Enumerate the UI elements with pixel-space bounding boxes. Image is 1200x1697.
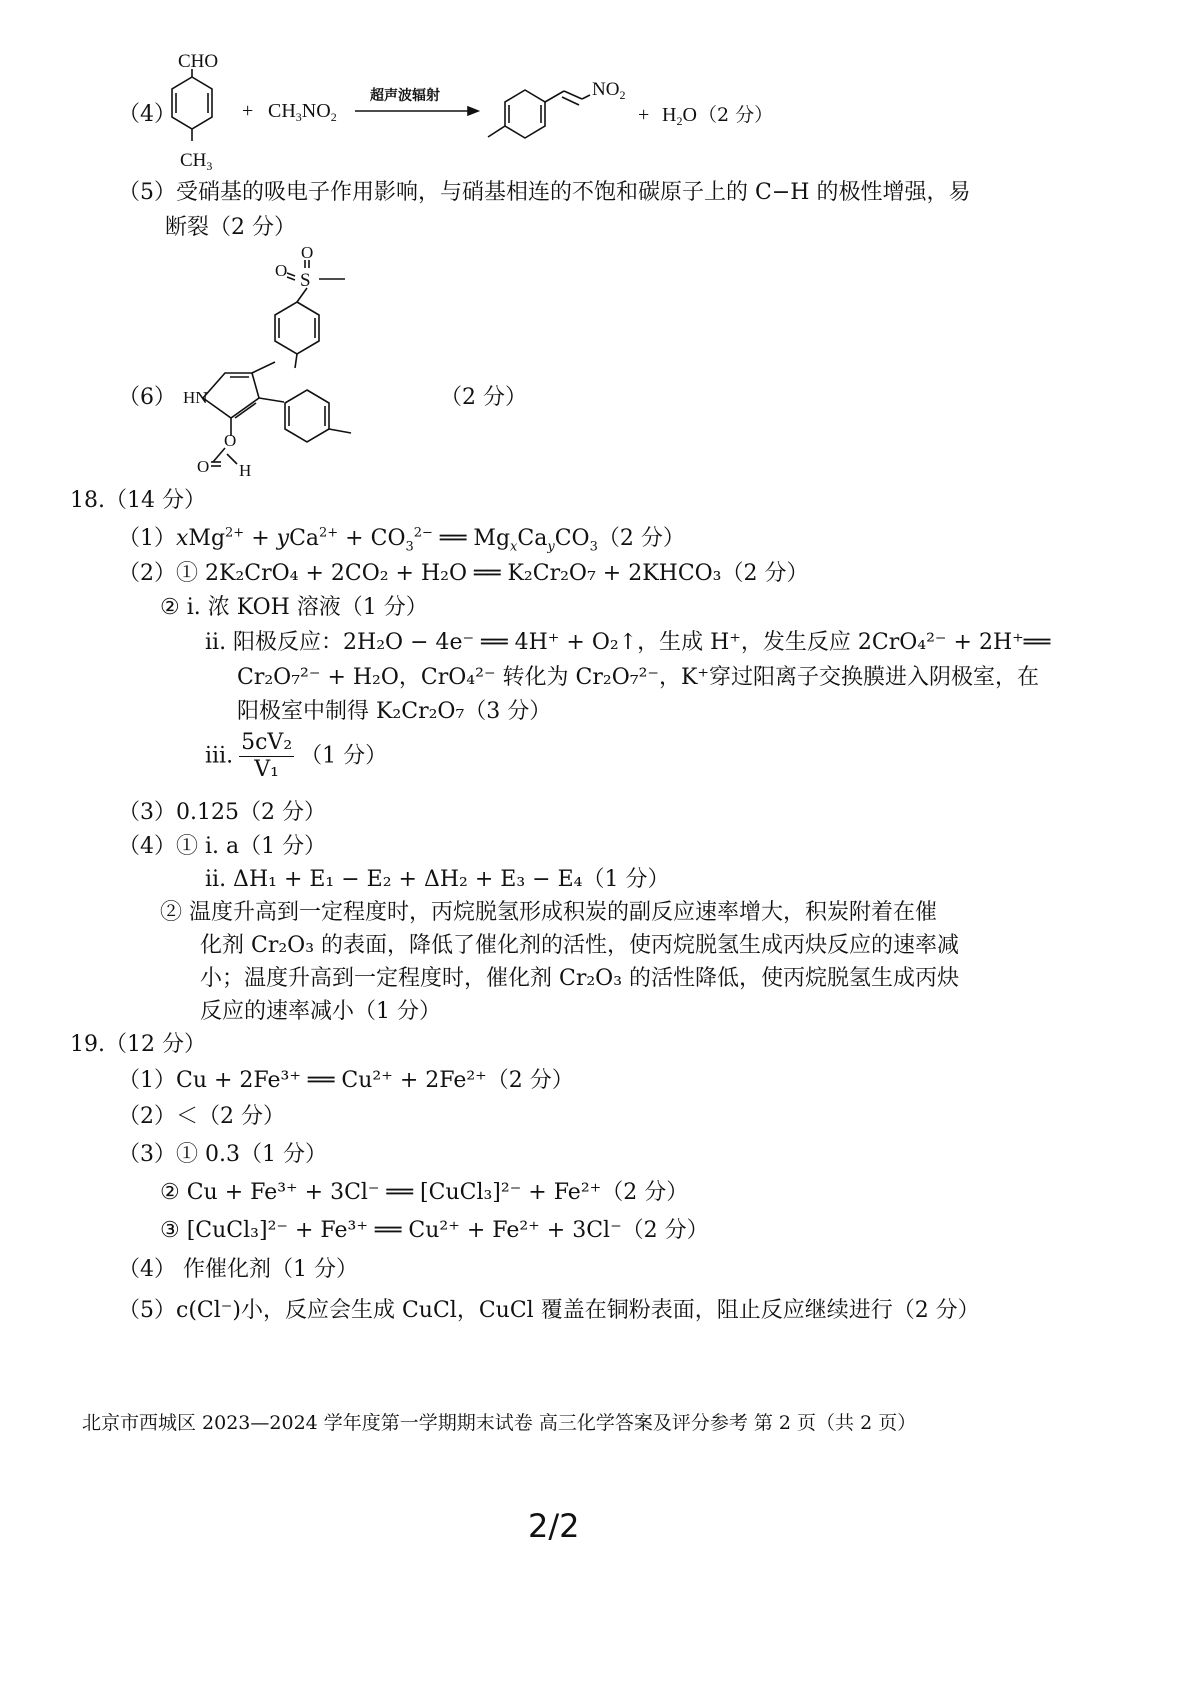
q17-p4-score: （2 分） — [698, 104, 774, 126]
q17-p5-line2: 断裂（2 分） — [165, 215, 296, 240]
q18-p4-2-line4: 反应的速率减小（1 分） — [200, 999, 441, 1024]
q18-header: 18.（14 分） — [70, 488, 206, 513]
q17-p5 — [118, 178, 970, 208]
page-indicator: 2/2 — [528, 1507, 580, 1545]
q17-p6-score: （2 分） — [440, 385, 527, 410]
q17-p4-reaction-scheme — [150, 45, 1010, 175]
s-label: S — [300, 270, 311, 291]
q17-p5-number: （5） — [118, 180, 176, 205]
o-label-2: O — [275, 261, 288, 280]
q19-p3-3: ③ [CuCl₃]²⁻ + Fe³⁺ ══ Cu²⁺ + Fe²⁺ + 3Cl⁻（2 分） — [160, 1218, 709, 1243]
q17-p5-line1: 受硝基的吸电子作用影响，与硝基相连的不饱和碳原子上的 C−H 的极性增强，易 — [176, 180, 971, 205]
reaction-arrow — [355, 107, 478, 115]
q18-p2-2-i: ② ⅰ. 浓 KOH 溶液（1 分） — [160, 595, 428, 620]
q18-p4-1-ii: ⅱ. ΔH₁ + E₁ − E₂ + ΔH₂ + E₃ − E₄（1 分） — [205, 867, 670, 892]
hn-label: HN — [183, 388, 208, 407]
q19-p2: （2）＜（2 分） — [118, 1104, 285, 1129]
q18-p1: $(1)xMg^{2+} + yCa^{2+} + CO_3^{2-}$ ══ $Mg_xCa_yCO_3(2$ 分） — [118, 525, 685, 555]
q18-p4-2-line1: ② 温度升高到一定程度时，丙烷脱氢形成积炭的副反应速率增大，积炭附着在催 — [160, 900, 937, 925]
ch3-label: $CH_3$ — [180, 150, 213, 173]
q18-p2-2-ii-line1: ⅱ. 阳极反应：2H₂O − 4e⁻ ══ 4H⁺ + O₂↑，生成 H⁺，发生反应 2CrO₄²⁻ + 2H⁺══ — [205, 630, 1051, 655]
q19-p4: （4） 作催化剂（1 分） — [118, 1257, 358, 1282]
q18-p2-2-ii-line2: Cr₂O₇²⁻ + H₂O，CrO₄²⁻ 转化为 Cr₂O₇²⁻，K⁺穿过阳离子交换膜进入阴极室，在 — [237, 665, 1040, 690]
plus-sign-2: + — [638, 104, 650, 126]
q19-p1: （1）Cu + 2Fe³⁺ ══ Cu²⁺ + 2Fe²⁺（2 分） — [118, 1068, 574, 1093]
product-no2-label: $NO_2$ — [592, 79, 626, 102]
nitrostyrene-structure — [488, 90, 590, 138]
q19-p5: （5）c(Cl⁻)小，反应会生成 CuCl，CuCl 覆盖在铜粉表面，阻止反应继续进行（2 分） — [118, 1298, 980, 1323]
page-footer: 北京市西城区 2023—2024 学年度第一学期期末试卷 高三化学答案及评分参考 第 2 页（共 2 页） — [82, 1412, 917, 1434]
q18-p4-1-i: （4）① ⅰ. a（1 分） — [118, 834, 327, 859]
h-label: H — [239, 461, 252, 480]
q18-p2-2-ii-line3: 阳极室中制得 K₂Cr₂O₇（3 分） — [237, 699, 552, 724]
benzaldehyde-ring — [172, 69, 212, 141]
q18-p2-1: （2）① 2K₂CrO₄ + 2CO₂ + H₂O ══ K₂Cr₂O₇ + 2KHCO₃（2 分） — [118, 561, 809, 586]
o-label-1: O — [301, 243, 314, 262]
q19-p3-1: （3）① 0.3（1 分） — [118, 1142, 327, 1167]
cho-label: CHO — [178, 51, 219, 72]
q17-p4-number: （4） — [118, 102, 176, 127]
q18-p4-2-line3: 小；温度升高到一定程度时，催化剂 Cr₂O₃ 的活性降低，使丙烷脱氢生成丙炔 — [200, 966, 960, 991]
fraction: $\frac{\text{5cV₂}}{\text{V₁}}$ — [241, 730, 293, 782]
q19-p3-2: ② Cu + Fe³⁺ + 3Cl⁻ ══ [CuCl₃]²⁻ + Fe²⁺（2 分） — [160, 1180, 689, 1205]
o-label-3: O — [224, 431, 237, 450]
q17-p6-structure — [175, 240, 395, 485]
o-label-4: O — [197, 457, 210, 476]
water-label: $H_2O$ — [662, 104, 697, 128]
plus-sign-1: + — [242, 100, 254, 122]
q18-p2-2-iii: ⅲ. $\frac{\text{5cV₂}}{\text{V₁}}$ （1 分） — [205, 730, 388, 782]
q18-p3: （3）0.125（2 分） — [118, 800, 326, 825]
q18-p4-2-line2: 化剂 Cr₂O₃ 的表面，降低了催化剂的活性，使丙烷脱氢生成丙炔反应的速率减 — [200, 933, 960, 958]
reaction-condition: 超声波辐射 — [370, 88, 440, 104]
q19-header: 19.（12 分） — [70, 1032, 206, 1057]
nitromethane-label: $CH_3NO_2$ — [268, 100, 337, 124]
q17-p6-number: （6） — [118, 385, 176, 410]
